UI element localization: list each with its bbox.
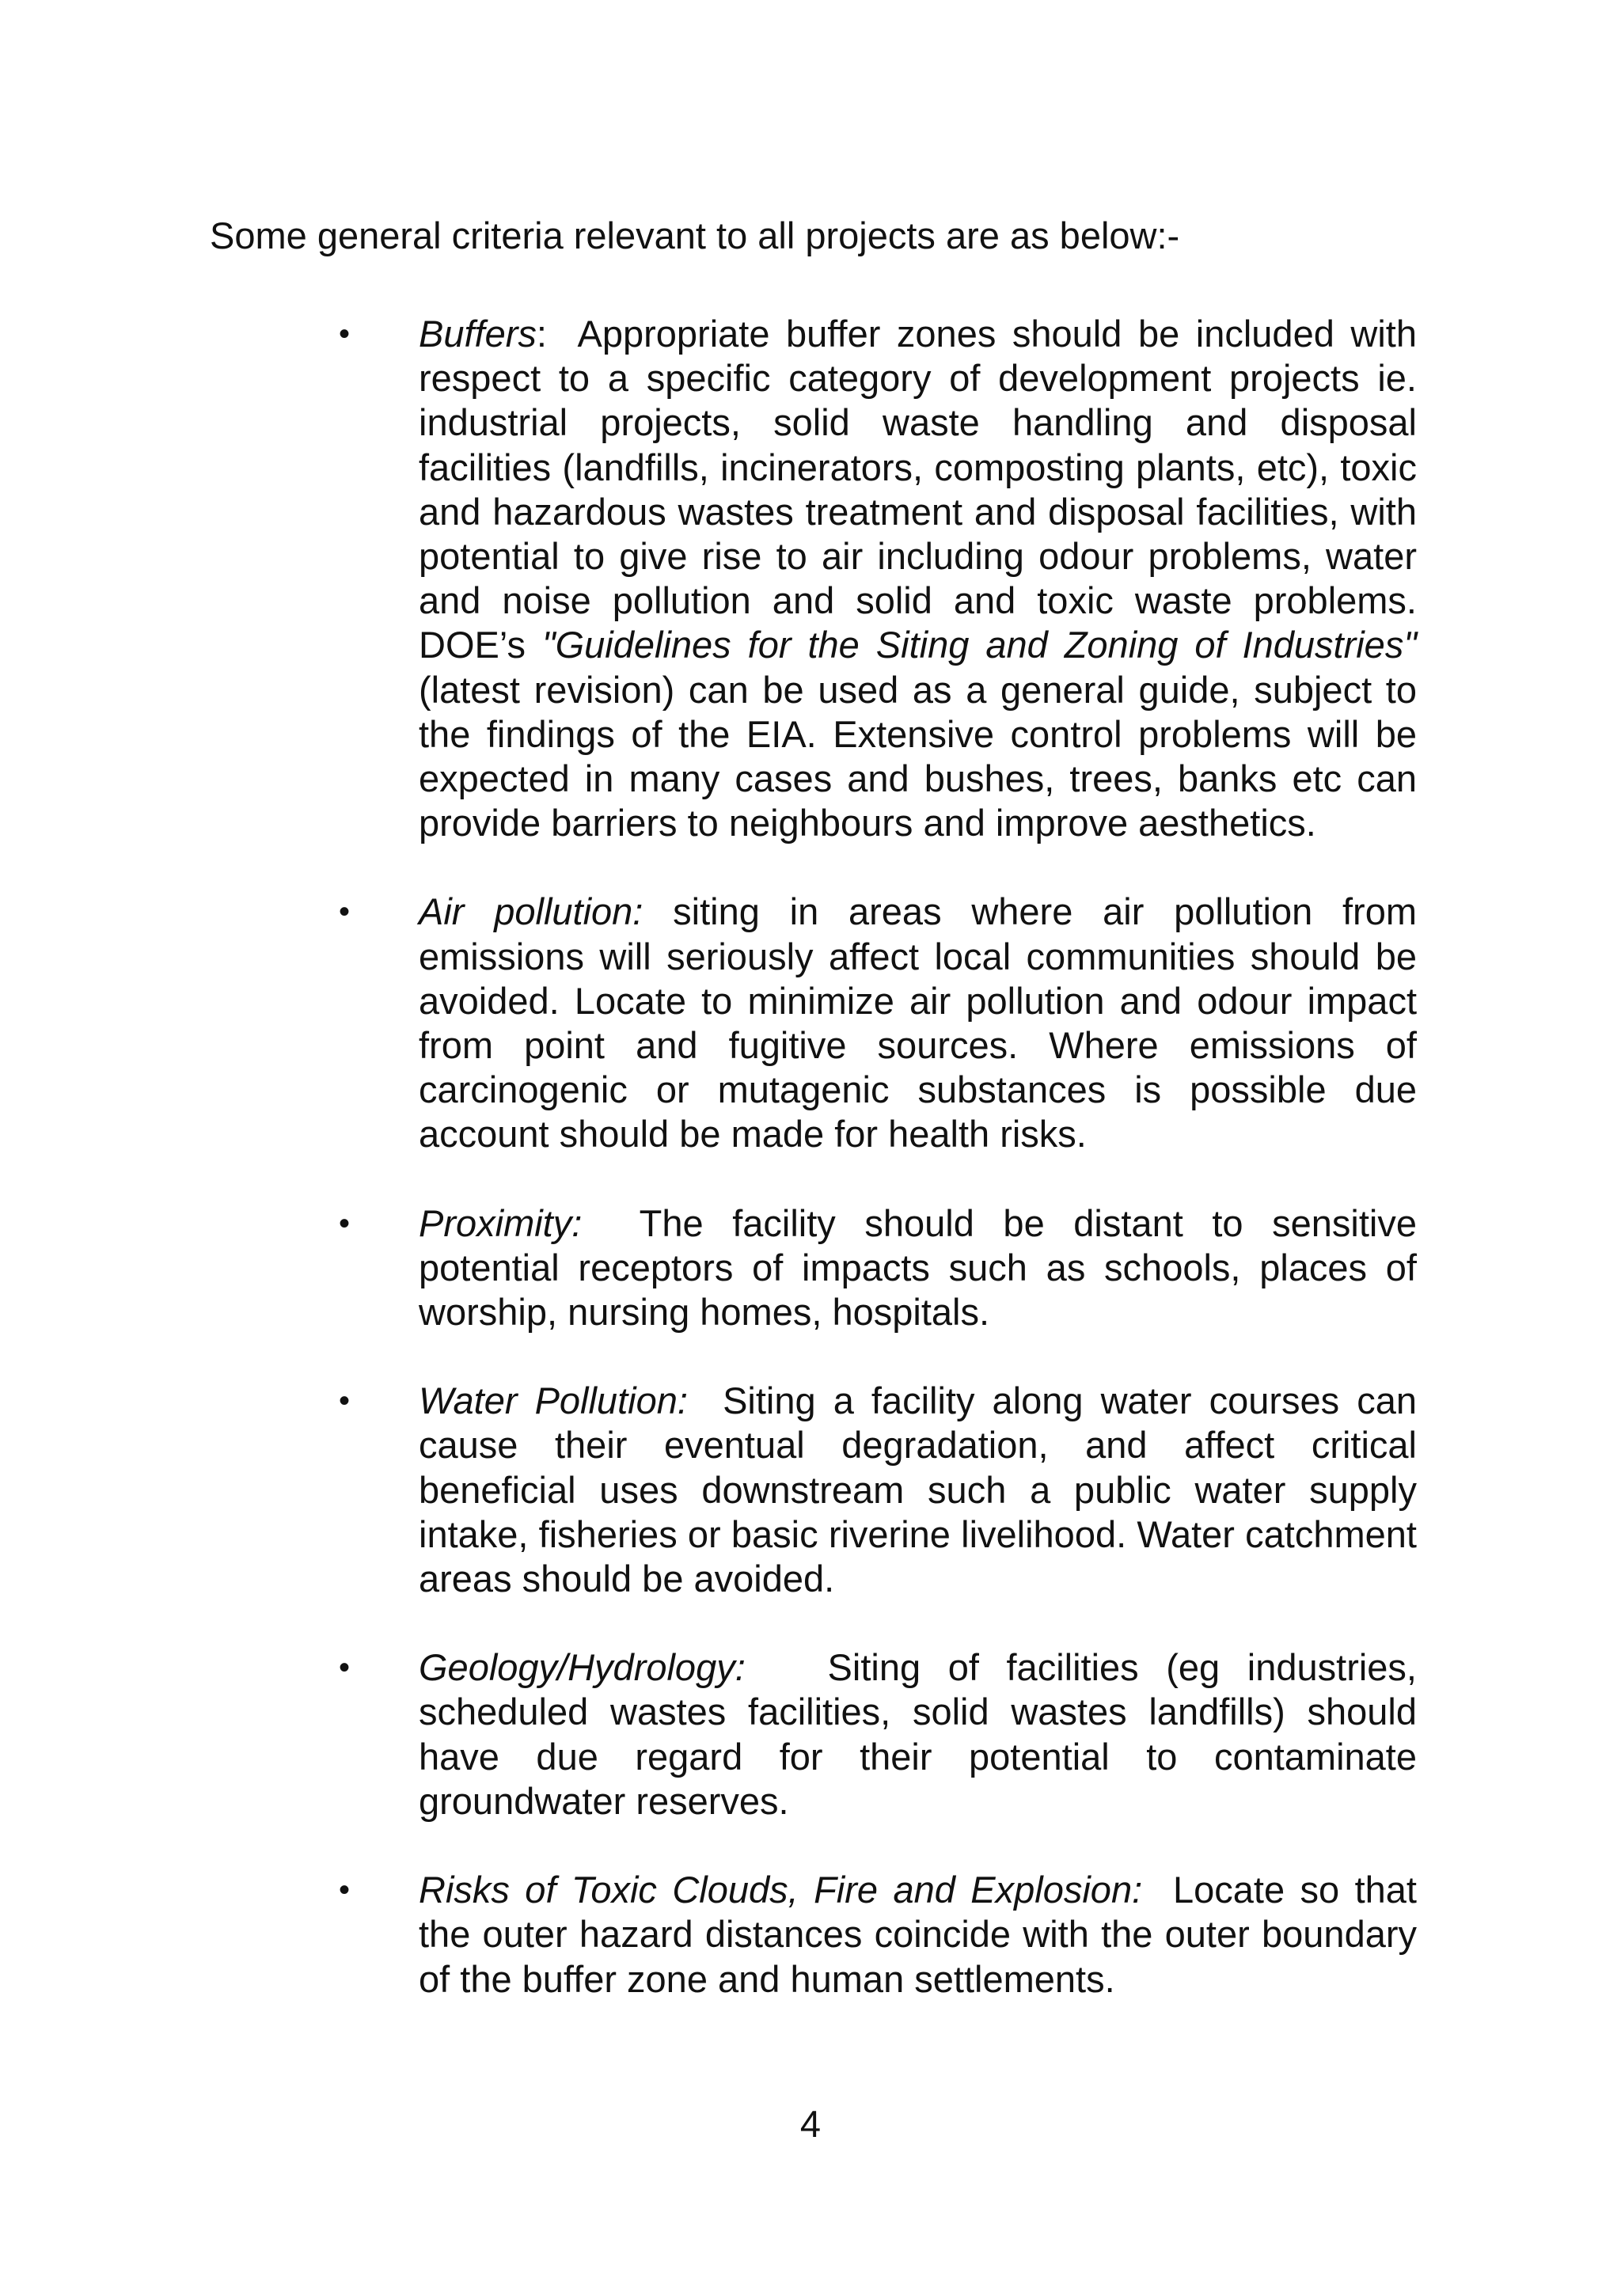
item-term: Air pollution: xyxy=(419,890,643,933)
guideline-title: "Guidelines for the Siting and Zoning of Industries" xyxy=(541,624,1418,666)
item-separator: : xyxy=(536,313,578,355)
item-text: Siting a facility along water courses can cause their eventual degradation, and affect critical beneficial uses downstream such a public water supply intake, fisheries or basic riverine livelihood. Water catchment areas should be avoided. xyxy=(419,1379,1418,1600)
item-separator xyxy=(582,1202,639,1244)
list-item-air-pollution xyxy=(339,890,1417,1156)
item-text: Appropriate buffer zones should be included with respect to a specific category of development projects ie. industrial projects, solid waste handling and disposal facilities (landfills, incinerators, composting plants, etc), toxic and hazardous wastes treatment and disposal facilities, with potential to give rise to air including odour problems, water and noise pollution and solid and toxic waste problems. DOE’s xyxy=(419,313,1417,666)
item-term: Proximity: xyxy=(419,1201,583,1244)
item-term: Buffers xyxy=(419,313,537,355)
item-term: Risks of Toxic Clouds, Fire and Explosion: xyxy=(419,1869,1143,1911)
list-item-proximity xyxy=(339,1201,1417,1335)
criteria-list xyxy=(339,312,1417,2002)
item-text-continued: (latest revision) can be used as a general guide, subject to the findings of the EIA. Extensive control problems will be expected in many cases and bushes, trees, banks etc can provide barriers to neighbours and improve aesthetics. xyxy=(419,668,1417,844)
list-item-geology-hydrology xyxy=(339,1645,1417,1824)
bullet-icon: • xyxy=(339,1383,351,1419)
bullet-icon: • xyxy=(339,1650,351,1686)
item-text: siting in areas where air pollution from emissions will seriously affect local communities should be avoided. Locate to minimize air pollution and odour impact from point and fugitive sources. Where emissions of carcinogenic or mutagenic substances is possible due account should be made for health risks. xyxy=(419,890,1417,1156)
bullet-icon: • xyxy=(339,317,351,351)
item-text: Siting of facilities (eg industries, scheduled wastes facilities, solid wastes landfills) should have due regard for their potential to contaminate groundwater reserves. xyxy=(419,1646,1417,1822)
item-text: Locate so that the outer hazard distances coincide with the outer boundary of the buffer zone and human settlements. xyxy=(419,1869,1417,2000)
bullet-icon: • xyxy=(339,894,351,930)
item-separator xyxy=(688,1379,723,1421)
list-item-toxic-risks xyxy=(339,1868,1417,2002)
bullet-icon: • xyxy=(339,1205,351,1241)
list-item-water-pollution xyxy=(339,1379,1417,1601)
page-number: 4 xyxy=(799,2103,822,2145)
item-term: Water Pollution: xyxy=(419,1379,688,1422)
list-item-buffers xyxy=(339,312,1417,845)
item-text: The facility should be distant to sensitive potential receptors of impacts such as schools, places of worship, nursing homes, hospitals. xyxy=(419,1201,1417,1334)
item-separator xyxy=(746,1646,828,1688)
item-separator xyxy=(1142,1869,1173,1911)
item-term: Geology/Hydrology: xyxy=(419,1646,746,1689)
intro-paragraph: Some general criteria relevant to all projects are as below:- xyxy=(210,214,1180,256)
item-separator xyxy=(643,890,673,932)
bullet-icon: • xyxy=(339,1873,351,1908)
